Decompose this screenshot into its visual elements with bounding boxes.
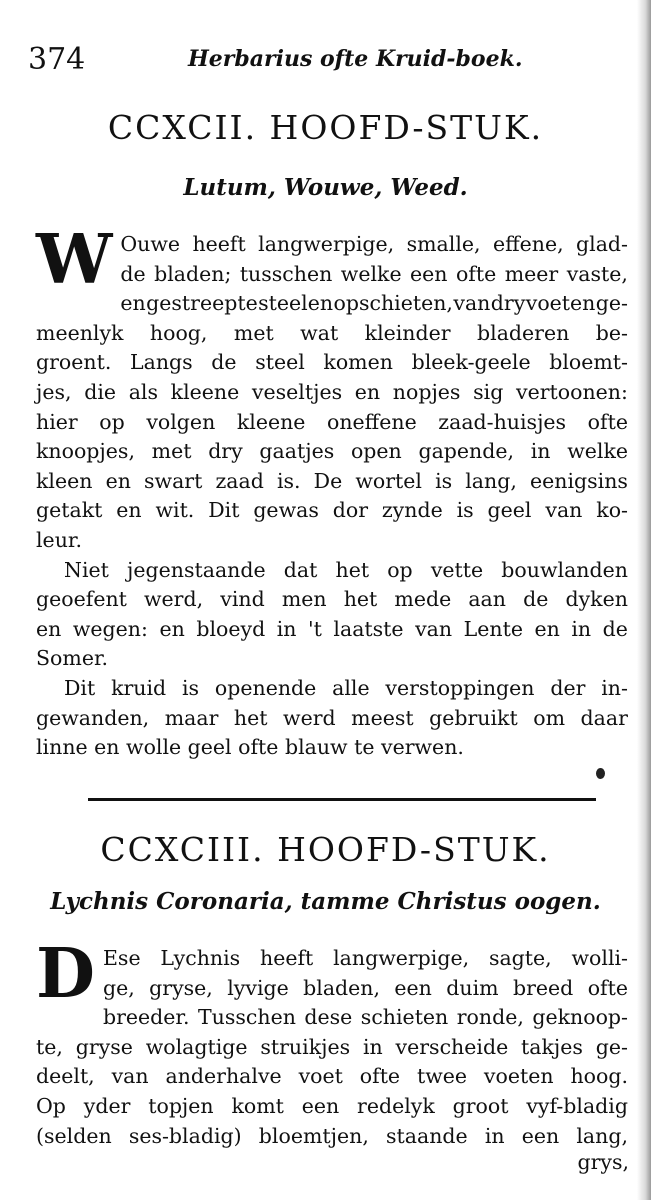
word: van bbox=[415, 616, 453, 641]
word: vind bbox=[220, 587, 265, 612]
word: kleene bbox=[170, 379, 240, 404]
word: bleek-geele bbox=[411, 350, 531, 375]
page-header bbox=[28, 42, 628, 82]
word: gryse, bbox=[149, 975, 213, 1000]
word: Ese bbox=[102, 946, 141, 970]
word: aan bbox=[468, 587, 506, 612]
running-title: Herbarius ofte Kruid-boek. bbox=[188, 46, 523, 72]
word: voet bbox=[298, 1064, 343, 1089]
word: in bbox=[276, 616, 297, 641]
word: meenlyk bbox=[36, 320, 124, 345]
word: in bbox=[362, 1034, 383, 1059]
text-line bbox=[103, 974, 628, 1004]
word: voeten bbox=[525, 291, 596, 316]
word: gebruikt bbox=[429, 705, 518, 730]
word: de bbox=[211, 350, 237, 375]
word: gryse bbox=[75, 1034, 133, 1059]
word: meest bbox=[351, 705, 414, 730]
word: swart bbox=[144, 468, 203, 493]
word: komen bbox=[323, 350, 393, 375]
word: hoog, bbox=[149, 320, 208, 345]
word: knoopjes, bbox=[36, 439, 135, 464]
word: welke bbox=[567, 439, 628, 464]
word: Lychnis bbox=[160, 946, 241, 970]
word: in bbox=[571, 616, 592, 641]
word: steel bbox=[255, 350, 305, 375]
drop-cap-initial: W bbox=[36, 220, 113, 300]
word: maar bbox=[164, 705, 219, 730]
word: deelt, bbox=[36, 1064, 95, 1089]
word: (selden bbox=[36, 1123, 112, 1148]
word: ge- bbox=[595, 291, 628, 316]
text-line bbox=[36, 1033, 628, 1063]
word: werd, bbox=[144, 587, 204, 612]
text-line bbox=[36, 319, 628, 349]
word: ronde, bbox=[456, 1005, 524, 1030]
word: gaatjes bbox=[259, 439, 335, 464]
word: van bbox=[545, 498, 583, 523]
word: be- bbox=[595, 320, 628, 345]
word: Tusschen bbox=[197, 1005, 296, 1030]
word: daar bbox=[580, 705, 628, 730]
word: laatste bbox=[333, 616, 404, 641]
chapter-subtitle-ccxcii: Lutum, Wouwe, Weed. bbox=[183, 174, 468, 201]
chapter-heading-ccxcii: CCXCII. HOOFD-STUK. bbox=[107, 108, 544, 147]
word: Dit bbox=[64, 675, 96, 700]
word: ge- bbox=[595, 1034, 628, 1059]
word: en bbox=[116, 498, 142, 523]
word: is bbox=[182, 675, 200, 700]
word: het bbox=[343, 587, 378, 612]
word: bloemt- bbox=[549, 350, 628, 375]
chapter-heading-ccxciii: CCXCIII. HOOFD-STUK. bbox=[100, 830, 551, 869]
word: in bbox=[484, 1123, 505, 1148]
word: een bbox=[521, 1123, 560, 1148]
word: heeft bbox=[192, 232, 246, 256]
word: opschieten, bbox=[333, 291, 453, 316]
word: Op bbox=[36, 1093, 66, 1118]
word: struikjes bbox=[260, 1034, 351, 1059]
word: vertoonen: bbox=[516, 379, 628, 404]
text-line bbox=[36, 585, 628, 615]
word: anderhalve bbox=[165, 1064, 282, 1089]
word: kleinder bbox=[364, 320, 451, 345]
word: ses-bladig) bbox=[128, 1123, 242, 1148]
word: bladeren bbox=[477, 320, 570, 345]
text-line bbox=[120, 260, 628, 290]
word: is bbox=[435, 468, 453, 493]
word: voeten bbox=[483, 1064, 554, 1089]
word: verscheide bbox=[395, 1034, 509, 1059]
word: een bbox=[394, 975, 432, 1000]
word: dyken bbox=[565, 587, 628, 612]
word: Lente bbox=[463, 616, 523, 641]
word: staande bbox=[386, 1123, 468, 1148]
word: de bbox=[602, 616, 628, 641]
word: ofte bbox=[359, 1064, 401, 1089]
word: zaad-huisjes bbox=[438, 409, 567, 434]
text-line bbox=[36, 378, 628, 408]
word: zynde bbox=[381, 498, 443, 523]
word: dry bbox=[208, 439, 243, 464]
word: Langs bbox=[129, 350, 193, 375]
word: lyvige bbox=[227, 975, 289, 1000]
word: van bbox=[453, 291, 491, 316]
word: gestreepte bbox=[146, 291, 258, 316]
text-line bbox=[36, 408, 628, 438]
word: geoefent bbox=[36, 587, 127, 612]
word: en bbox=[36, 616, 62, 641]
word: bladen; bbox=[154, 261, 232, 286]
word: breeder. bbox=[102, 1005, 190, 1030]
word: een bbox=[301, 1093, 340, 1118]
word: openende bbox=[214, 675, 317, 700]
word: Ouwe bbox=[120, 232, 181, 256]
text-line bbox=[36, 496, 628, 526]
word: heeft bbox=[260, 946, 314, 970]
text-line bbox=[120, 289, 628, 319]
word: wat bbox=[300, 320, 339, 345]
word: kleene bbox=[236, 409, 306, 434]
word: wortel bbox=[355, 468, 422, 493]
word: oneffene bbox=[327, 409, 417, 434]
word: op bbox=[99, 409, 125, 434]
word: langwerpige, bbox=[258, 232, 395, 256]
word: en bbox=[120, 291, 146, 316]
word: smalle, bbox=[406, 232, 481, 256]
text-line bbox=[36, 467, 628, 497]
word: steelen bbox=[258, 291, 334, 316]
word: kleen bbox=[36, 468, 93, 493]
section-divider-rule bbox=[88, 798, 596, 801]
word: als bbox=[128, 379, 158, 404]
word: langwerpige, bbox=[333, 946, 470, 970]
text-line bbox=[36, 1122, 628, 1152]
drop-cap-initial: D bbox=[36, 934, 95, 1014]
word: der bbox=[550, 675, 586, 700]
word: het bbox=[335, 557, 370, 582]
word: nopjes bbox=[392, 379, 461, 404]
word: 't bbox=[308, 616, 322, 641]
word: het bbox=[233, 705, 268, 730]
word: ko- bbox=[596, 498, 628, 523]
word: glad- bbox=[576, 232, 628, 256]
word: eenigsins bbox=[529, 468, 628, 493]
text-line bbox=[36, 704, 628, 734]
word: Dit bbox=[208, 498, 240, 523]
text-line: leur. bbox=[36, 527, 82, 552]
word: lang, bbox=[465, 468, 517, 493]
word: bouwlanden bbox=[501, 557, 628, 582]
word: de bbox=[523, 587, 549, 612]
word: wolli- bbox=[571, 946, 628, 970]
word: open bbox=[350, 439, 402, 464]
word: is. bbox=[276, 468, 301, 493]
word: welke bbox=[340, 261, 402, 286]
word: wolagtige bbox=[145, 1034, 248, 1059]
word: verstoppingen bbox=[385, 675, 535, 700]
word: getakt bbox=[36, 498, 103, 523]
text-line bbox=[36, 556, 628, 586]
ink-blot bbox=[596, 768, 605, 779]
word: sig bbox=[473, 379, 504, 404]
word: ofte bbox=[587, 409, 628, 434]
word: te, bbox=[36, 1034, 63, 1059]
word: wegen: bbox=[72, 616, 148, 641]
word: veseltjes bbox=[251, 379, 343, 404]
chapter-body-ccxcii bbox=[36, 220, 628, 763]
word: Niet bbox=[64, 557, 109, 582]
text-line bbox=[36, 1092, 628, 1122]
word: vaste, bbox=[566, 261, 628, 286]
word: yder bbox=[83, 1093, 131, 1118]
word: men bbox=[281, 587, 327, 612]
word: wit. bbox=[155, 498, 195, 523]
word: met bbox=[151, 439, 192, 464]
word: dat bbox=[283, 557, 318, 582]
word: redelyk bbox=[357, 1093, 435, 1118]
word: is bbox=[456, 498, 474, 523]
word: die bbox=[84, 379, 117, 404]
word: dry bbox=[490, 291, 526, 316]
word: groot bbox=[452, 1093, 509, 1118]
word: van bbox=[111, 1064, 149, 1089]
word: vette bbox=[430, 557, 484, 582]
word: ofte bbox=[455, 261, 497, 286]
text-line bbox=[36, 1062, 628, 1092]
word: lang, bbox=[576, 1123, 628, 1148]
word: volgen bbox=[146, 409, 216, 434]
word: kruid bbox=[111, 675, 167, 700]
word: schieten bbox=[360, 1005, 449, 1030]
word: hier bbox=[36, 409, 78, 434]
word: twee bbox=[416, 1064, 468, 1089]
catchword: grys, bbox=[577, 1150, 629, 1174]
word: een bbox=[410, 261, 448, 286]
text-line bbox=[103, 944, 628, 974]
word: de bbox=[120, 261, 146, 286]
text-line: Somer. bbox=[36, 646, 109, 671]
word: takjes bbox=[521, 1034, 583, 1059]
word: vyf-bladig bbox=[526, 1093, 628, 1118]
word: met bbox=[233, 320, 274, 345]
word: en bbox=[159, 616, 185, 641]
word: hoog. bbox=[570, 1064, 628, 1089]
text-line bbox=[36, 437, 628, 467]
word: duim bbox=[446, 975, 499, 1000]
word: ofte bbox=[587, 975, 628, 1000]
word: gewas bbox=[253, 498, 319, 523]
word: De bbox=[313, 468, 343, 493]
word: breed bbox=[512, 975, 574, 1000]
text-line bbox=[36, 615, 628, 645]
word: komt bbox=[231, 1093, 284, 1118]
word: bladen, bbox=[303, 975, 381, 1000]
chapter-body-ccxciii bbox=[36, 934, 628, 1151]
word: topjen bbox=[148, 1093, 214, 1118]
word: effene, bbox=[492, 232, 564, 256]
word: en bbox=[534, 616, 560, 641]
word: geknoop- bbox=[532, 1005, 628, 1030]
page-number: 374 bbox=[28, 42, 86, 77]
word: bloemtjen, bbox=[258, 1123, 369, 1148]
text-line bbox=[36, 348, 628, 378]
word: groent. bbox=[36, 350, 112, 375]
word: gewanden, bbox=[36, 705, 150, 730]
word: geel bbox=[487, 498, 532, 523]
word: ge, bbox=[102, 975, 135, 1000]
word: en bbox=[105, 468, 131, 493]
word: jes, bbox=[36, 379, 72, 404]
word: tusschen bbox=[239, 261, 333, 286]
text-line: linne en wolle geel ofte blauw te verwen. bbox=[36, 735, 464, 760]
word: in- bbox=[601, 675, 628, 700]
text-line bbox=[36, 674, 628, 704]
word: en bbox=[354, 379, 381, 404]
word: meer bbox=[504, 261, 559, 286]
word: sagte, bbox=[488, 946, 552, 970]
word: bloeyd bbox=[196, 616, 266, 641]
text-line bbox=[103, 1003, 628, 1033]
word: om bbox=[533, 705, 566, 730]
chapter-subtitle-ccxciii: Lychnis Coronaria, tamme Christus oogen. bbox=[50, 888, 601, 915]
word: alle bbox=[332, 675, 370, 700]
text-line bbox=[120, 230, 628, 260]
word: werd bbox=[283, 705, 336, 730]
word: dor bbox=[332, 498, 368, 523]
word: op bbox=[387, 557, 413, 582]
word: jegenstaande bbox=[127, 557, 266, 582]
word: zaad bbox=[215, 468, 264, 493]
word: dese bbox=[304, 1005, 353, 1030]
word: in bbox=[530, 439, 551, 464]
word: gapende, bbox=[418, 439, 515, 464]
word: mede bbox=[394, 587, 452, 612]
